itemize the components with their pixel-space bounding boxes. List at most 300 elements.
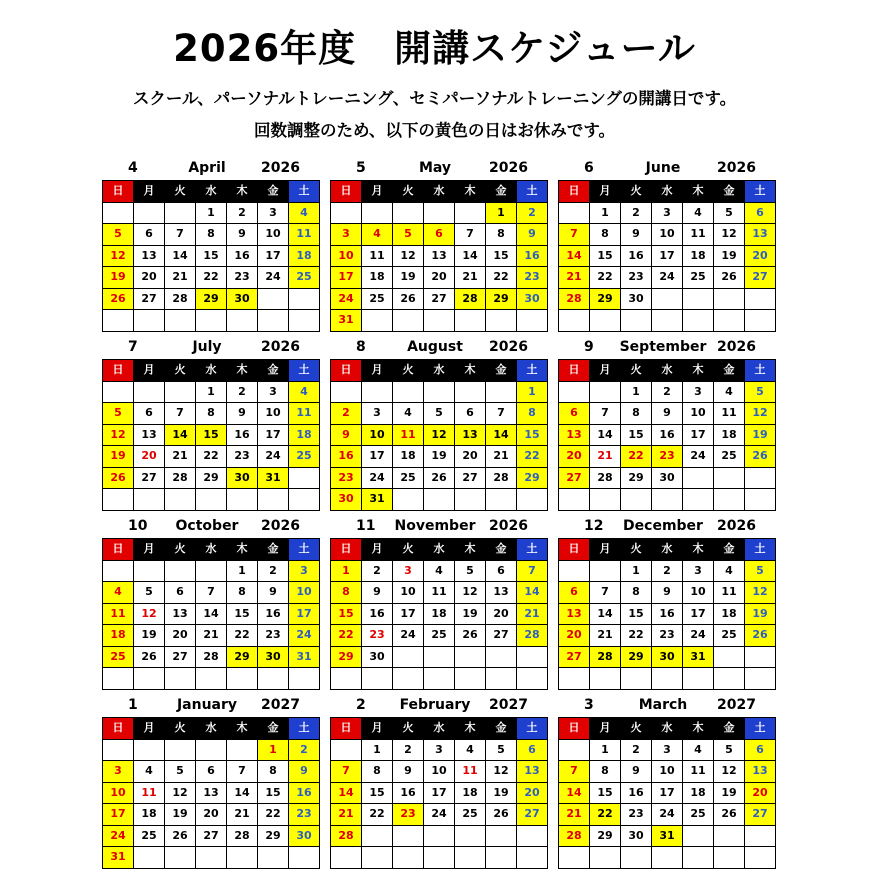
week-row (103, 245, 320, 267)
empty-cell (424, 202, 455, 224)
day-cell-off: 8 (331, 582, 362, 604)
month-year: 2027 (717, 697, 756, 713)
day-cell-off: 14 (486, 424, 517, 446)
day-cell: 17 (393, 603, 424, 625)
day-cell: 2 (652, 560, 683, 582)
empty-cell (196, 560, 227, 582)
weekday-row (559, 718, 776, 740)
day-cell: 15 (590, 245, 621, 267)
day-cell-off: 29 (621, 646, 652, 668)
weekday-cell: 月 (590, 360, 621, 382)
empty-cell (393, 668, 424, 690)
day-cell: 6 (134, 403, 165, 425)
weekday-cell: 月 (134, 718, 165, 740)
week-row (331, 582, 548, 604)
day-cell-off: 20 (559, 446, 590, 468)
empty-cell (714, 489, 745, 511)
day-cell: 13 (165, 603, 196, 625)
day-cell: 3 (683, 381, 714, 403)
day-cell: 21 (165, 267, 196, 289)
day-cell-off: 30 (289, 825, 320, 847)
day-cell: 25 (714, 446, 745, 468)
empty-cell (165, 310, 196, 332)
day-cell-off: 19 (745, 424, 776, 446)
weekday-cell: 月 (362, 181, 393, 203)
day-cell: 20 (196, 804, 227, 826)
weekday-cell: 水 (196, 181, 227, 203)
day-cell: 22 (621, 625, 652, 647)
week-row (103, 646, 320, 668)
day-cell: 27 (134, 288, 165, 310)
day-cell: 19 (134, 625, 165, 647)
day-cell-off: 5 (745, 560, 776, 582)
weekday-row (559, 360, 776, 382)
weekday-cell: 木 (455, 181, 486, 203)
empty-cell (683, 288, 714, 310)
day-cell-off: 15 (196, 424, 227, 446)
week-row (331, 381, 548, 403)
day-cell: 2 (621, 739, 652, 761)
day-cell: 4 (683, 739, 714, 761)
weekday-cell: 日 (103, 539, 134, 561)
day-cell-off: 30 (652, 646, 683, 668)
empty-cell (621, 489, 652, 511)
day-cell-off: 1 (331, 560, 362, 582)
day-cell-off: 5 (103, 403, 134, 425)
week-row (331, 202, 548, 224)
day-cell: 12 (714, 761, 745, 783)
week-row (103, 582, 320, 604)
day-cell: 19 (714, 782, 745, 804)
month-header (330, 695, 540, 717)
empty-cell (331, 381, 362, 403)
day-cell-off: 23 (652, 446, 683, 468)
day-cell: 11 (714, 403, 745, 425)
empty-cell (455, 646, 486, 668)
day-cell: 27 (134, 467, 165, 489)
month-table (102, 180, 320, 332)
day-cell-off: 29 (590, 288, 621, 310)
weekday-cell: 月 (362, 539, 393, 561)
empty-cell (103, 310, 134, 332)
empty-cell (621, 310, 652, 332)
day-cell: 1 (621, 381, 652, 403)
empty-cell (258, 310, 289, 332)
empty-cell (227, 668, 258, 690)
month-header (558, 337, 768, 359)
month-calendar (330, 158, 540, 332)
month-year: 2026 (717, 160, 756, 176)
empty-cell (424, 668, 455, 690)
day-cell-off: 10 (103, 782, 134, 804)
weekday-cell: 木 (455, 360, 486, 382)
day-cell: 26 (165, 825, 196, 847)
month-name: June (645, 160, 681, 176)
weekday-row (103, 539, 320, 561)
week-row (559, 381, 776, 403)
weekday-cell: 月 (590, 181, 621, 203)
weekday-cell: 金 (258, 181, 289, 203)
week-row (331, 267, 548, 289)
week-row (559, 739, 776, 761)
day-cell: 5 (714, 202, 745, 224)
month-table (102, 717, 320, 869)
day-cell: 4 (714, 381, 745, 403)
weekday-cell: 月 (590, 539, 621, 561)
day-cell-off: 19 (103, 267, 134, 289)
day-cell-off: 24 (103, 825, 134, 847)
empty-cell (590, 847, 621, 869)
day-cell: 13 (134, 245, 165, 267)
day-cell: 15 (621, 603, 652, 625)
day-cell: 8 (227, 582, 258, 604)
day-cell-off: 16 (289, 782, 320, 804)
weekday-cell: 土 (517, 360, 548, 382)
day-cell: 23 (258, 625, 289, 647)
weekday-cell: 日 (559, 539, 590, 561)
month-name: April (188, 160, 226, 176)
day-cell: 23 (652, 625, 683, 647)
weekday-cell: 日 (559, 718, 590, 740)
weekday-cell: 火 (393, 539, 424, 561)
week-row (559, 668, 776, 690)
day-cell-off: 11 (393, 424, 424, 446)
day-cell: 15 (227, 603, 258, 625)
day-cell: 16 (393, 782, 424, 804)
empty-cell (559, 739, 590, 761)
weekday-cell: 日 (331, 181, 362, 203)
empty-cell (331, 668, 362, 690)
day-cell: 22 (486, 267, 517, 289)
day-cell-off: 21 (331, 804, 362, 826)
week-row (331, 603, 548, 625)
empty-cell (559, 668, 590, 690)
empty-cell (362, 202, 393, 224)
day-cell: 22 (258, 804, 289, 826)
weekday-cell: 木 (455, 718, 486, 740)
empty-cell (165, 202, 196, 224)
day-cell: 2 (393, 739, 424, 761)
empty-cell (455, 825, 486, 847)
day-cell-off: 21 (517, 603, 548, 625)
month-table (558, 717, 776, 869)
day-cell: 27 (455, 467, 486, 489)
month-year: 2026 (261, 160, 300, 176)
month-number: 5 (356, 160, 366, 176)
month-number: 10 (128, 518, 148, 534)
day-cell-off: 22 (331, 625, 362, 647)
day-cell-off: 21 (559, 804, 590, 826)
weekday-cell: 土 (289, 539, 320, 561)
week-row (331, 424, 548, 446)
month-header (102, 516, 312, 538)
day-cell: 16 (652, 603, 683, 625)
empty-cell (165, 739, 196, 761)
day-cell: 15 (621, 424, 652, 446)
weekday-cell: 金 (486, 181, 517, 203)
day-cell: 5 (134, 582, 165, 604)
month-number: 2 (356, 697, 366, 713)
day-cell-off: 25 (103, 646, 134, 668)
day-cell: 18 (714, 424, 745, 446)
day-cell: 4 (683, 202, 714, 224)
weekday-cell: 木 (227, 360, 258, 382)
empty-cell (455, 202, 486, 224)
day-cell-off: 27 (517, 804, 548, 826)
weekday-cell: 土 (289, 718, 320, 740)
day-cell: 1 (362, 739, 393, 761)
empty-cell (227, 489, 258, 511)
week-row (103, 467, 320, 489)
day-cell-off: 8 (517, 403, 548, 425)
day-cell: 17 (258, 245, 289, 267)
day-cell-off: 14 (559, 245, 590, 267)
day-cell-off: 13 (559, 603, 590, 625)
day-cell-off: 31 (258, 467, 289, 489)
weekday-cell: 火 (621, 181, 652, 203)
weekday-cell: 木 (683, 360, 714, 382)
day-cell-off: 31 (103, 847, 134, 869)
week-row (103, 267, 320, 289)
weekday-cell: 月 (590, 718, 621, 740)
day-cell: 10 (652, 761, 683, 783)
day-cell-off: 6 (424, 224, 455, 246)
month-header (558, 695, 768, 717)
empty-cell (652, 310, 683, 332)
empty-cell (393, 847, 424, 869)
day-cell: 26 (455, 625, 486, 647)
weekday-cell: 土 (289, 360, 320, 382)
day-cell-off: 2 (289, 739, 320, 761)
day-cell: 21 (196, 625, 227, 647)
day-cell: 30 (621, 825, 652, 847)
day-cell: 8 (590, 224, 621, 246)
day-cell-off: 3 (103, 761, 134, 783)
month-calendar (102, 158, 312, 332)
day-cell-off: 1 (258, 739, 289, 761)
weekday-row (331, 360, 548, 382)
day-cell: 14 (455, 245, 486, 267)
week-row (103, 446, 320, 468)
week-row (559, 288, 776, 310)
empty-cell (134, 202, 165, 224)
day-cell: 10 (424, 761, 455, 783)
week-row (331, 288, 548, 310)
day-cell: 22 (196, 446, 227, 468)
day-cell: 3 (362, 403, 393, 425)
month-table (330, 717, 548, 869)
day-cell: 21 (486, 446, 517, 468)
empty-cell (196, 847, 227, 869)
day-cell-off: 26 (745, 625, 776, 647)
day-cell: 1 (590, 202, 621, 224)
month-number: 8 (356, 339, 366, 355)
empty-cell (517, 847, 548, 869)
day-cell: 14 (590, 424, 621, 446)
empty-cell (103, 560, 134, 582)
empty-cell (559, 381, 590, 403)
day-cell: 25 (134, 825, 165, 847)
empty-cell (745, 668, 776, 690)
month-table (558, 538, 776, 690)
month-number: 7 (128, 339, 138, 355)
empty-cell (590, 381, 621, 403)
weekday-cell: 水 (196, 718, 227, 740)
day-cell-off: 31 (331, 310, 362, 332)
day-cell: 18 (424, 603, 455, 625)
weekday-cell: 土 (517, 181, 548, 203)
day-cell-off: 13 (745, 224, 776, 246)
week-row (559, 761, 776, 783)
day-cell: 10 (258, 224, 289, 246)
day-cell: 26 (393, 288, 424, 310)
month-table (330, 538, 548, 690)
month-calendar (330, 337, 540, 511)
day-cell: 27 (196, 825, 227, 847)
day-cell-off: 5 (103, 224, 134, 246)
day-cell: 19 (455, 603, 486, 625)
empty-cell (103, 489, 134, 511)
day-cell: 1 (196, 381, 227, 403)
day-cell: 24 (393, 625, 424, 647)
day-cell: 19 (424, 446, 455, 468)
day-cell-off: 14 (331, 782, 362, 804)
month-header (558, 516, 768, 538)
month-header (330, 516, 540, 538)
weekday-cell: 火 (393, 718, 424, 740)
empty-cell (393, 310, 424, 332)
day-cell: 17 (683, 603, 714, 625)
day-cell: 2 (227, 202, 258, 224)
day-cell: 13 (134, 424, 165, 446)
weekday-row (103, 181, 320, 203)
month-year: 2026 (489, 339, 528, 355)
day-cell-off: 29 (486, 288, 517, 310)
day-cell: 9 (393, 761, 424, 783)
day-cell: 15 (590, 782, 621, 804)
day-cell: 27 (486, 625, 517, 647)
month-year: 2026 (261, 339, 300, 355)
day-cell: 16 (227, 424, 258, 446)
month-table (558, 359, 776, 511)
day-cell-off: 2 (517, 202, 548, 224)
weekday-cell: 土 (745, 181, 776, 203)
empty-cell (134, 489, 165, 511)
week-row (331, 782, 548, 804)
month-table (102, 538, 320, 690)
day-cell-off: 26 (103, 467, 134, 489)
week-row (559, 310, 776, 332)
day-cell: 1 (590, 739, 621, 761)
empty-cell (289, 668, 320, 690)
empty-cell (745, 288, 776, 310)
month-name: March (638, 697, 688, 713)
week-row (331, 625, 548, 647)
day-cell: 24 (362, 467, 393, 489)
day-cell: 2 (227, 381, 258, 403)
week-row (559, 267, 776, 289)
empty-cell (424, 310, 455, 332)
day-cell: 12 (165, 782, 196, 804)
week-row (103, 825, 320, 847)
empty-cell (362, 847, 393, 869)
empty-cell (134, 560, 165, 582)
day-cell: 24 (258, 446, 289, 468)
weekday-cell: 日 (559, 181, 590, 203)
day-cell: 7 (165, 403, 196, 425)
day-cell: 8 (621, 582, 652, 604)
weekday-cell: 金 (258, 718, 289, 740)
empty-cell (714, 668, 745, 690)
month-number: 1 (128, 697, 138, 713)
day-cell-off: 26 (103, 288, 134, 310)
week-row (559, 782, 776, 804)
weekday-cell: 火 (165, 718, 196, 740)
day-cell: 11 (134, 782, 165, 804)
day-cell-off: 22 (590, 804, 621, 826)
empty-cell (652, 288, 683, 310)
weekday-cell: 金 (258, 539, 289, 561)
week-row (103, 761, 320, 783)
week-row (331, 560, 548, 582)
empty-cell (289, 310, 320, 332)
day-cell-off: 15 (331, 603, 362, 625)
day-cell: 15 (258, 782, 289, 804)
day-cell: 30 (362, 646, 393, 668)
month-calendar (102, 337, 312, 511)
weekday-cell: 水 (424, 360, 455, 382)
day-cell: 29 (590, 825, 621, 847)
day-cell: 8 (486, 224, 517, 246)
empty-cell (455, 310, 486, 332)
month-name: February (399, 697, 471, 713)
day-cell: 11 (362, 245, 393, 267)
empty-cell (590, 489, 621, 511)
empty-cell (590, 560, 621, 582)
day-cell-off: 20 (745, 245, 776, 267)
day-cell: 10 (652, 224, 683, 246)
day-cell: 25 (683, 267, 714, 289)
day-cell: 23 (362, 625, 393, 647)
day-cell-off: 23 (331, 467, 362, 489)
day-cell: 30 (621, 288, 652, 310)
week-row (103, 288, 320, 310)
weekday-cell: 日 (559, 360, 590, 382)
day-cell-off: 21 (559, 267, 590, 289)
day-cell: 4 (393, 403, 424, 425)
day-cell: 18 (714, 603, 745, 625)
day-cell: 9 (227, 224, 258, 246)
day-cell-off: 11 (103, 603, 134, 625)
weekday-cell: 日 (103, 360, 134, 382)
empty-cell (652, 489, 683, 511)
day-cell-off: 7 (559, 224, 590, 246)
empty-cell (424, 646, 455, 668)
empty-cell (745, 467, 776, 489)
day-cell: 28 (165, 467, 196, 489)
month-calendar (102, 695, 312, 869)
day-cell: 16 (621, 245, 652, 267)
week-row (331, 739, 548, 761)
week-row (559, 489, 776, 511)
weekday-cell: 火 (621, 718, 652, 740)
day-cell: 13 (424, 245, 455, 267)
empty-cell (134, 847, 165, 869)
day-cell: 26 (134, 646, 165, 668)
weekday-cell: 水 (424, 718, 455, 740)
day-cell-off: 9 (289, 761, 320, 783)
weekday-cell: 水 (652, 181, 683, 203)
